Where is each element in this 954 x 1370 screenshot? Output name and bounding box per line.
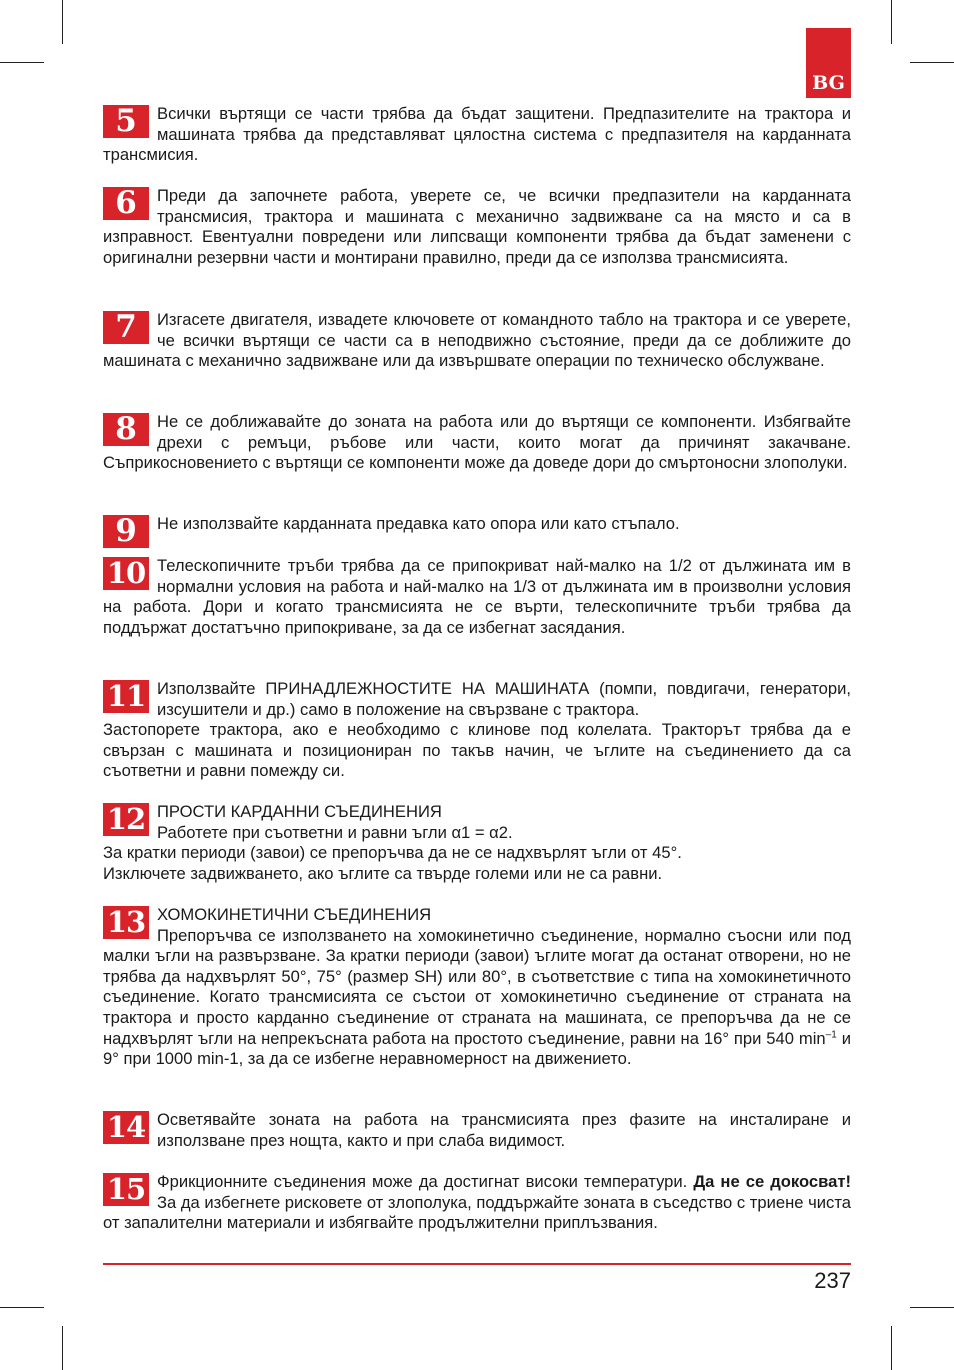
section-number: 13 [103,906,149,939]
section-line: За кратки периоди (завои) се препоръчва да не се надхвърлят ъгли от 45°. [103,843,682,863]
section-number: 8 [103,413,149,446]
section-line: Изключете задвижването, ако ъглите са твърде големи или не са равни. [103,863,663,883]
section-7 [103,310,851,372]
section-11 [103,679,851,782]
superscript: –1 [825,1029,837,1041]
section-line: Работете при съответни и равни ъгли α1 = α2. [157,822,513,842]
section-5 [103,104,851,166]
section-text: Всички въртящи се части трябва да бъдат защитени. Предпазителите на трактора и машината трябва да представляват цялостна система с предпазителя на карданната трансмисия. [103,104,851,165]
section-text: Използвайте ПРИНАДЛЕЖНОСТИТЕ НА МАШИНАТА (помпи, повдигачи, генератори, изсушители и др.) само в положение на свързване с трактора. [157,679,851,719]
section-13 [103,905,851,1070]
crop-mark [0,1307,44,1308]
section-text: Преди да започнете работа, уверете се, че всички предпазители на карданната трансмисия, трактора и машината с механично задвижване са на място и са в изправност. Евентуални повредени или липсващи компоненти трябва да бъдат заменени с оригинални резервни части и монтирани правилно, преди да се използва трансмисията. [103,186,851,267]
section-text: Не се доближавайте до зоната на работа или до въртящи се компоненти. Избягвайте дрехи с ремъци, ръбове или части, които могат да причинят закачване. Съприкосновението с въртящи се компоненти може да доведе дори до смъртоносни злополуки. [103,412,851,473]
section-text-part: Препоръчва се използването на хомокинетично съединение, нормално съосни или под малки ъгли на развързване. За кратки периоди (завои) ъглите могат да останат отворени, но не трябва да надхвърлят 50°, 75° (размер SH) или 80°, в съответствие с типа на хомокинетичното съединение. Когато трансмисията се състои от хомокинетично съединение от страната на трактора и просто карданно съединение от страната на машината, се препоръчва да не се надхвърлят ъгли на непрекъсната работа на простото съединение, равни на 16° при 540 min [103,925,851,1048]
language-tab [806,28,851,98]
section-number: 5 [103,105,149,138]
section-15 [103,1172,851,1234]
crop-mark [891,0,892,44]
section-number: 14 [103,1111,149,1144]
section-text: Застопорете трактора, ако е необходимо с клинове под колелата. Тракторът трябва да е свързан с машината и позициониран по такъв начин, че ъглите на съединението да са съответни и равни помежду си. [103,720,851,781]
section-number: 9 [103,515,149,548]
crop-mark [0,62,44,63]
section-number: 10 [103,557,149,590]
crop-mark [910,62,954,63]
section-number: 11 [103,680,149,713]
section-text: Изгасете двигателя, извадете ключовете от командното табло на трактора и се уверете, че всички въртящи се части са в неподвижно състояние, преди да се доближите до машината с механично задвижване или да извършвате операции по техническо обслужване. [103,310,851,371]
crop-mark [910,1307,954,1308]
section-8 [103,412,851,474]
section-text-part: За да избегнете рисковете от злополука, поддържайте зоната в съседство с триене чиста от запалителни материали и избягвайте продължителни приплъзвания. [103,1192,851,1233]
warning-text: Да не се докосват! [693,1172,851,1191]
footer-rule [103,1263,851,1265]
section-10 [103,556,851,638]
section-title: ПРОСТИ КАРДАННИ СЪЕДИНЕНИЯ [157,802,442,821]
section-9 [103,514,851,548]
language-tag: BG [812,72,845,94]
page-number: 237 [814,1268,851,1293]
section-text-part: Фрикционните съединения може да достигнат високи температури. [157,1172,694,1191]
crop-mark [62,1326,63,1370]
section-text-part: и 9° при 1000 min-1, за да се избегне неравномерност на движението. [103,1028,851,1069]
section-number: 12 [103,803,149,836]
section-number: 15 [103,1173,149,1206]
section-text [103,1172,851,1234]
section-text: Телескопичните тръби трябва да се припокриват най-малко на 1/2 от дължината им в нормални условия на работа и най-малко на 1/3 от дължината им в произволни условия на работа. Дори и когато трансмисията не се върти, телескопичните тръби трябва да поддържат достатъчно припокриване, за да се избегнат засядания. [103,556,851,637]
crop-mark [891,1326,892,1370]
section-number: 7 [103,311,149,344]
section-14 [103,1110,851,1151]
section-6 [103,186,851,268]
section-number: 6 [103,187,149,220]
section-text [103,926,851,1070]
section-title: ХОМОКИНЕТИЧНИ СЪЕДИНЕНИЯ [157,905,432,924]
section-text: Осветявайте зоната на работа на трансмисията през фазите на инсталиране и използване през нощта, както и при слаба видимост. [157,1110,851,1150]
section-12 [103,802,851,884]
crop-mark [62,0,63,44]
section-text: Не използвайте карданната предавка като опора или като стъпало. [157,514,680,533]
